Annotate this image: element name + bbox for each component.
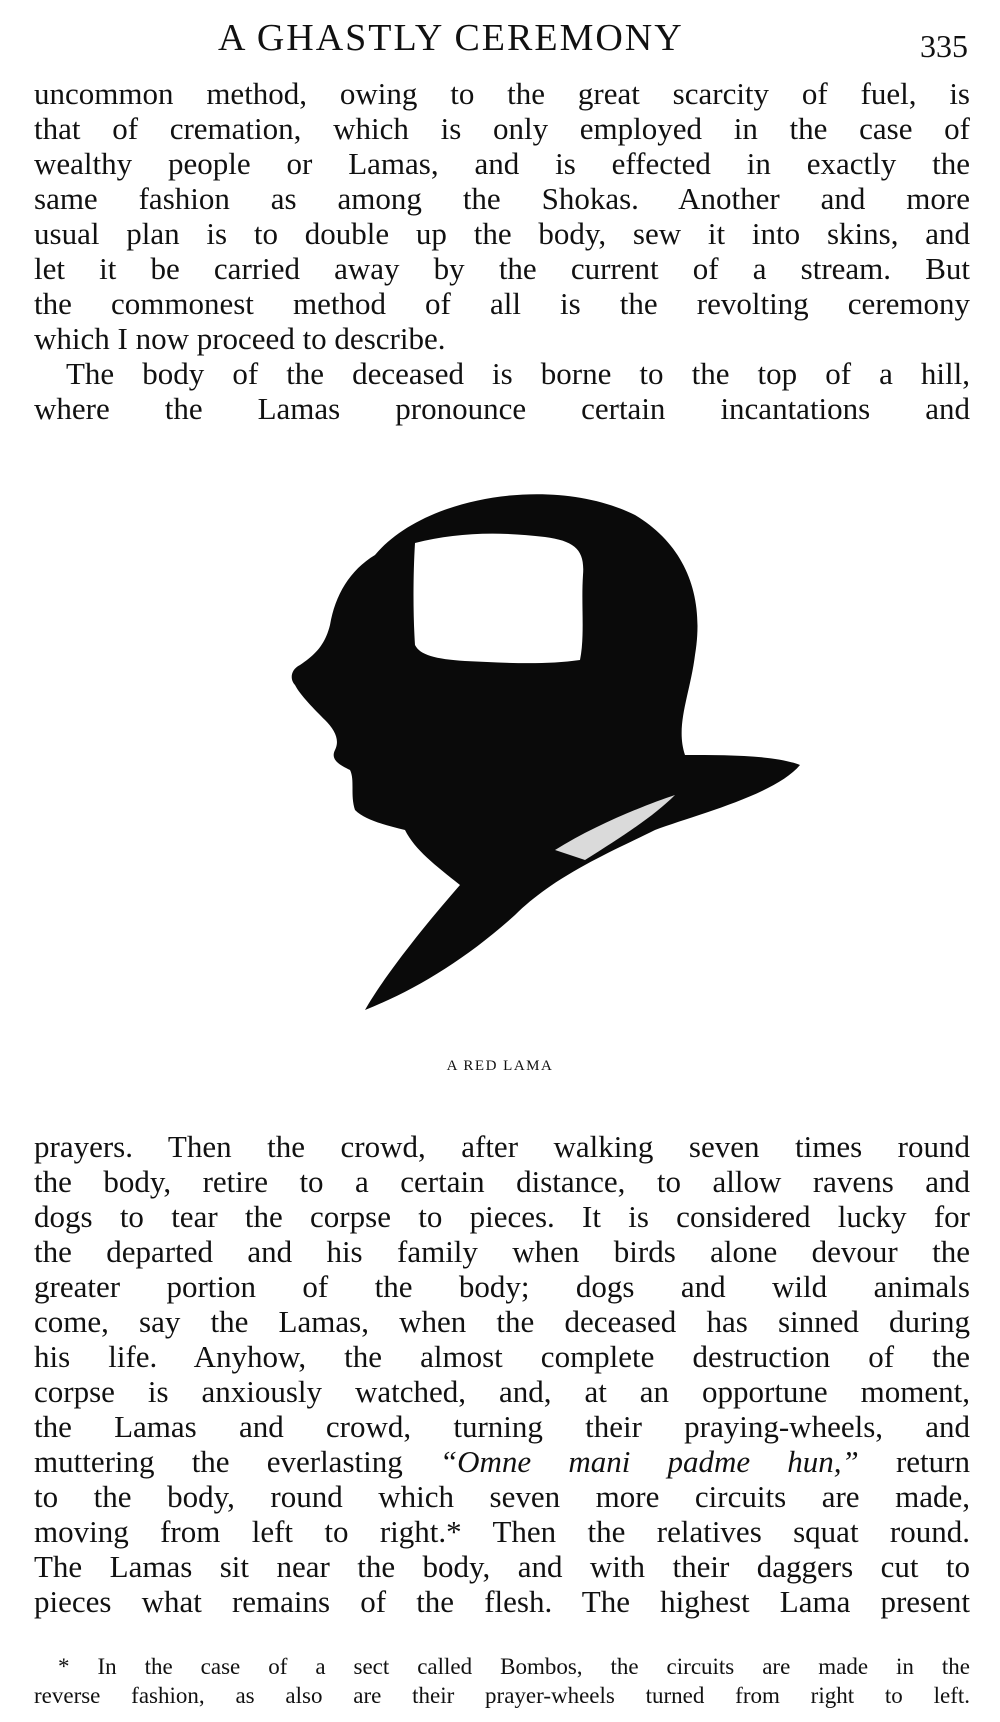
footnote — [34, 1652, 970, 1710]
mantra-line — [34, 1444, 970, 1479]
text-line: prayers. Then the crowd, after walking seven times round — [34, 1129, 970, 1164]
text-line: The Lamas sit near the body, and with their daggers cut to — [34, 1549, 970, 1584]
running-header — [38, 12, 968, 62]
text-line: greater portion of the body; dogs and wild animals — [34, 1269, 970, 1304]
running-title: A GHASTLY CEREMONY — [218, 17, 684, 59]
red-lama-portrait — [255, 455, 815, 1015]
text-line: wealthy people or Lamas, and is effected in exactly the — [34, 146, 970, 181]
text-line: which I now proceed to describe. — [34, 321, 446, 356]
upper-paragraphs — [34, 76, 970, 426]
lama-silhouette-image — [255, 455, 815, 1015]
text-line: the departed and his family when birds alone devour the — [34, 1234, 970, 1269]
page-number: 335 — [920, 28, 968, 64]
text-line: usual plan is to double up the body, sew it into skins, and — [34, 216, 970, 251]
text-line: the Lamas and crowd, turning their praying-wheels, and — [34, 1409, 970, 1444]
footnote-line: * In the case of a sect called Bombos, the circuits are made in the — [58, 1654, 970, 1679]
lower-paragraph — [34, 1129, 970, 1619]
text-line: pieces what remains of the flesh. The highest Lama present — [34, 1584, 970, 1619]
text-line: come, say the Lamas, when the deceased has sinned during — [34, 1304, 970, 1339]
text-line: the body, retire to a certain distance, to allow ravens and — [34, 1164, 970, 1199]
mantra-line-before: muttering the everlasting — [34, 1444, 440, 1479]
text-line: let it be carried away by the current of a stream. But — [34, 251, 970, 286]
mantra-line-after: return — [858, 1444, 970, 1479]
footnote-line: reverse fashion, as also are their prayer-wheels turned from right to left. — [34, 1683, 970, 1708]
figure-caption: A RED LAMA — [446, 1058, 554, 1074]
text-line: the commonest method of all is the revolting ceremony — [34, 286, 970, 321]
text-line: uncommon method, owing to the great scarcity of fuel, is — [34, 76, 970, 111]
text-line: dogs to tear the corpse to pieces. It is considered lucky for — [34, 1199, 970, 1234]
text-line: to the body, round which seven more circuits are made, — [34, 1479, 970, 1514]
text-line: moving from left to right.* Then the relatives squat round. — [34, 1514, 970, 1549]
text-line: The body of the deceased is borne to the top of a hill, — [66, 356, 970, 391]
text-line: corpse is anxiously watched, and, at an opportune moment, — [34, 1374, 970, 1409]
text-line: that of cremation, which is only employed in the case of — [34, 111, 970, 146]
text-line: same fashion as among the Shokas. Another and more — [34, 181, 970, 216]
text-line: where the Lamas pronounce certain incantations and — [34, 391, 970, 426]
text-line: his life. Anyhow, the almost complete destruction of the — [34, 1339, 970, 1374]
mantra-phrase: “Omne mani padme hun,” — [439, 1444, 859, 1479]
